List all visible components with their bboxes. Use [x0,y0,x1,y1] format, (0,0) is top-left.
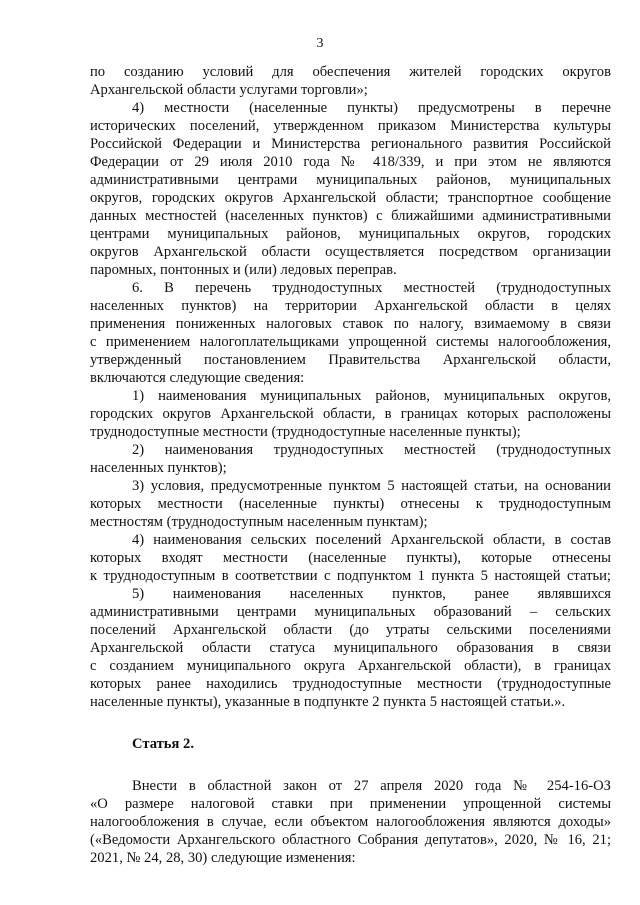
text-line: включаются следующие сведения: [90,370,305,386]
text-line: данных местностей (населенных пунктов) с ближайшими административными [90,208,611,224]
text-line: которых входят местности (населенные пункты), которые отнесены [90,550,611,566]
text-line: округов, городских округов Архангельской области; транспортное сообщение [90,190,611,206]
text-line: городских округов Архангельской области, в границах которых расположены [90,406,611,422]
text-line: Архангельской области статуса муниципального образования в связи [90,640,611,656]
text-line: Архангельской области услугами торговли»; [90,82,368,98]
text-line: 1) наименования муниципальных районов, муниципальных округов, [132,388,611,404]
text-line: 4) наименования сельских поселений Архангельской области, в состав [132,532,611,548]
text-line: с применением налогоплательщиками упрощенной системы налогообложения, [90,334,611,350]
text-line: «О размере налоговой ставки при применении упрощенной системы [90,796,611,812]
text-line: Федерации от 29 июля 2010 года № 418/339, и при этом не являются [90,154,611,170]
text-line: населенных пунктов); [90,460,227,476]
text-line: с созданием муниципального округа Архангельской области), в границах [90,658,611,674]
text-line: округов Архангельской области осуществляется посредством организации [90,244,611,260]
text-line: 6. В перечень труднодоступных местностей (труднодоступных [132,280,611,296]
text-line: налогообложения в случае, если объектом налогообложения являются доходы» [90,814,611,830]
page-number: 3 [316,36,324,51]
text-line: труднодоступные местности (труднодоступные населенные пункты); [90,424,521,440]
text-line: административными центрами муниципальных районов, муниципальных [90,172,611,188]
text-line: 2) наименования труднодоступных местностей (труднодоступных [132,442,611,458]
text-line: применения пониженных налоговых ставок по налогу, взимаемому в связи [90,316,611,332]
text-line: к труднодоступным в соответствии с подпунктом 1 пункта 5 настоящей статьи; [90,568,611,584]
text-line: населенные пункты), указанные в подпункте 2 пункта 5 настоящей статьи.». [90,694,566,710]
text-line: Российской Федерации и Министерства регионального развития Российской [90,136,611,152]
text-line: 5) наименования населенных пунктов, ранее являвшихся [132,586,611,602]
text-line: Внести в областной закон от 27 апреля 2020 года № 254-16-ОЗ [132,778,611,794]
text-line: которых ранее находились труднодоступные местности (труднодоступные [90,676,611,692]
text-line: 2021, № 24, 28, 30) следующие изменения: [90,850,356,866]
text-line: поселений Архангельской области (до утраты сельскими поселениями [90,622,611,638]
text-line: 3) условия, предусмотренные пунктом 5 настоящей статьи, на основании [132,478,611,494]
text-line: 4) местности (населенные пункты) предусмотрены в перечне [132,100,611,116]
text-line: населенных пунктов) на территории Архангельской области в целях [90,298,611,314]
text-line: центрами муниципальных районов, муниципальных округов, городских [90,226,611,242]
text-line: паромных, понтонных и (или) ледовых переправ. [90,262,397,278]
text-line: исторических поселений, утвержденном приказом Министерства культуры [90,118,611,134]
text-line: по созданию условий для обеспечения жителей городских округов [90,64,611,80]
article-heading: Статья 2. [132,736,194,752]
text-line: («Ведомости Архангельского областного Собрания депутатов», 2020, № 16, 21; [90,832,611,848]
text-line: административными центрами муниципальных образований – сельских [90,604,611,620]
text-line: которых местности (населенные пункты) отнесены к труднодоступным [90,496,611,512]
text-line: местностям (труднодоступным населенным пунктам); [90,514,428,530]
text-line: утвержденный постановлением Правительства Архангельской области, [90,352,611,368]
